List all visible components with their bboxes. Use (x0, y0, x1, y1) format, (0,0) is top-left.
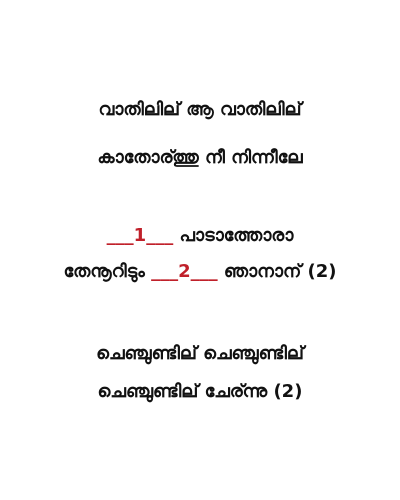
blank-2: ___2___ (151, 261, 218, 282)
verse3-line1: ചെഞ്ചുണ്ടില് ചെഞ്ചുണ്ടില് (96, 343, 304, 364)
verse1-line1: വാതിലില് ആ വാതിലില് (98, 99, 302, 120)
verse2-line2-tail: ഞാനാന് (2) (217, 261, 337, 282)
verse3-line2: ചെഞ്ചുണ്ടില് ചേര്ന്നു (2) (97, 381, 303, 402)
blank-1: ___1___ (106, 225, 174, 246)
verse2-line2-text: തേനൂറിടും (63, 261, 152, 282)
verse2-line1 (0, 222, 400, 250)
verse2-line2 (0, 258, 400, 286)
verse1-line2: കാതോര്ത്തു നീ നിന്നീലേ (97, 147, 303, 168)
verse2-line1-text: പാടാത്തോരാ (173, 225, 294, 246)
